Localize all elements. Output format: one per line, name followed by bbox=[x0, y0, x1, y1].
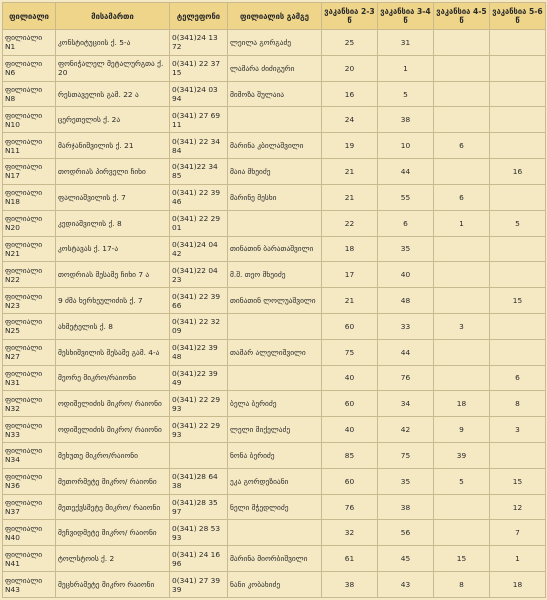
vacancy-2-3-cell: 61 bbox=[322, 546, 378, 572]
phone-cell: 0(341) 27 39 39 bbox=[170, 572, 228, 598]
vacancy-4-5-cell: 6 bbox=[434, 133, 490, 159]
vacancy-4-5-cell bbox=[434, 81, 490, 107]
branch-cell: ფილიალი N31 bbox=[3, 365, 56, 391]
address-cell: კონსტიტუციის ქ. 5-ა bbox=[56, 30, 170, 56]
phone-cell: 0(341)24 13 72 bbox=[170, 30, 228, 56]
manager-cell bbox=[228, 520, 322, 546]
table-row bbox=[3, 520, 546, 546]
vacancy-2-3-cell: 21 bbox=[322, 184, 378, 210]
table-row bbox=[3, 468, 546, 494]
phone-cell: 0(341) 22 39 46 bbox=[170, 184, 228, 210]
vacancy-2-3-cell: 21 bbox=[322, 159, 378, 185]
branch-cell: ფილიალი N1 bbox=[3, 30, 56, 56]
header-row bbox=[3, 3, 546, 30]
vacancy-2-3-cell: 38 bbox=[322, 572, 378, 598]
vacancy-5-6-cell bbox=[490, 313, 546, 339]
vacancy-5-6-cell: 18 bbox=[490, 572, 546, 598]
address-cell: მეცხრამეტე მიკრო რაიონი bbox=[56, 572, 170, 598]
vacancy-5-6-cell: 6 bbox=[490, 365, 546, 391]
vacancy-3-4-cell: 31 bbox=[378, 30, 434, 56]
vacancy-2-3-cell: 25 bbox=[322, 30, 378, 56]
header-address: მისამართი bbox=[56, 3, 170, 30]
vacancy-4-5-cell: 1 bbox=[434, 210, 490, 236]
address-cell: ახმეტელის ქ. 8 bbox=[56, 313, 170, 339]
address-cell: მეჩვიდმეტე მიკრო/ რაიონი bbox=[56, 520, 170, 546]
address-cell: თოდრიას პირველი ჩიხი bbox=[56, 159, 170, 185]
branch-cell: ფილიალი N43 bbox=[3, 572, 56, 598]
vacancy-4-5-cell bbox=[434, 107, 490, 133]
vacancy-2-3-cell: 40 bbox=[322, 417, 378, 443]
address-cell: მარჯანიშვილის ქ. 21 bbox=[56, 133, 170, 159]
vacancy-2-3-cell: 20 bbox=[322, 55, 378, 81]
table-row bbox=[3, 391, 546, 417]
table-row bbox=[3, 159, 546, 185]
header-vacancy-5-6: ვაკანსია 5-6 წ bbox=[490, 3, 546, 30]
table-row bbox=[3, 443, 546, 469]
table-row bbox=[3, 81, 546, 107]
vacancy-5-6-cell bbox=[490, 262, 546, 288]
branch-cell: ფილიალი N10 bbox=[3, 107, 56, 133]
phone-cell: 0(341)22 39 48 bbox=[170, 339, 228, 365]
phone-cell: 0(341) 22 29 93 bbox=[170, 391, 228, 417]
vacancy-5-6-cell: 7 bbox=[490, 520, 546, 546]
table-row bbox=[3, 184, 546, 210]
address-cell: მეორე მიკრო/რაიონი bbox=[56, 365, 170, 391]
branch-cell: ფილიალი N27 bbox=[3, 339, 56, 365]
manager-cell: ნელი მჭედლიძე bbox=[228, 494, 322, 520]
address-cell: მეთორმეტე მიკრო/ რაიონი bbox=[56, 468, 170, 494]
manager-cell: ბელა ბერიძე bbox=[228, 391, 322, 417]
vacancy-3-4-cell: 38 bbox=[378, 107, 434, 133]
manager-cell: მ.შ. თეო მხეიძე bbox=[228, 262, 322, 288]
vacancy-3-4-cell: 76 bbox=[378, 365, 434, 391]
branch-cell: ფილიალი N17 bbox=[3, 159, 56, 185]
phone-cell: 0(341) 22 37 15 bbox=[170, 55, 228, 81]
vacancy-2-3-cell: 32 bbox=[322, 520, 378, 546]
manager-cell: მიმოზა შულაია bbox=[228, 81, 322, 107]
branch-cell: ფილიალი N18 bbox=[3, 184, 56, 210]
phone-cell: 0(341) 22 29 93 bbox=[170, 417, 228, 443]
header-vacancy-4-5: ვაკანსია 4-5 წ bbox=[434, 3, 490, 30]
vacancy-5-6-cell: 5 bbox=[490, 210, 546, 236]
vacancy-3-4-cell: 43 bbox=[378, 572, 434, 598]
manager-cell: თამარ ალელიშვილი bbox=[228, 339, 322, 365]
table-row bbox=[3, 262, 546, 288]
table-row bbox=[3, 365, 546, 391]
vacancy-4-5-cell bbox=[434, 159, 490, 185]
address-cell: მეთექვსმეტე მიკრო/ რაიონი bbox=[56, 494, 170, 520]
table-body bbox=[3, 30, 546, 598]
vacancy-4-5-cell bbox=[434, 365, 490, 391]
branch-cell: ფილიალი N21 bbox=[3, 236, 56, 262]
vacancy-4-5-cell bbox=[434, 262, 490, 288]
phone-cell: 0(341) 22 32 09 bbox=[170, 313, 228, 339]
branch-cell: ფილიალი N22 bbox=[3, 262, 56, 288]
vacancy-4-5-cell bbox=[434, 30, 490, 56]
vacancy-5-6-cell bbox=[490, 133, 546, 159]
phone-cell: 0(341)28 35 97 bbox=[170, 494, 228, 520]
vacancy-4-5-cell: 3 bbox=[434, 313, 490, 339]
vacancy-4-5-cell bbox=[434, 288, 490, 314]
header-branch: ფილიალი bbox=[3, 3, 56, 30]
address-cell: კედიაშვილის ქ. 8 bbox=[56, 210, 170, 236]
vacancy-3-4-cell: 10 bbox=[378, 133, 434, 159]
vacancy-3-4-cell: 5 bbox=[378, 81, 434, 107]
phone-cell: 0(341)22 04 23 bbox=[170, 262, 228, 288]
vacancy-3-4-cell: 40 bbox=[378, 262, 434, 288]
address-cell: ფალიაშვილის ქ. 7 bbox=[56, 184, 170, 210]
table-row bbox=[3, 30, 546, 56]
vacancy-5-6-cell: 16 bbox=[490, 159, 546, 185]
vacancy-3-4-cell: 55 bbox=[378, 184, 434, 210]
vacancy-2-3-cell: 60 bbox=[322, 468, 378, 494]
vacancy-4-5-cell: 9 bbox=[434, 417, 490, 443]
table-row bbox=[3, 546, 546, 572]
vacancy-3-4-cell: 38 bbox=[378, 494, 434, 520]
vacancy-2-3-cell: 24 bbox=[322, 107, 378, 133]
vacancy-4-5-cell: 8 bbox=[434, 572, 490, 598]
manager-cell: ნანი კობახიძე bbox=[228, 572, 322, 598]
branch-cell: ფილიალი N11 bbox=[3, 133, 56, 159]
table-row bbox=[3, 313, 546, 339]
address-cell: ფონიჭალელ მეტალურგთა ქ. 20 bbox=[56, 55, 170, 81]
phone-cell: 0(341) 24 16 96 bbox=[170, 546, 228, 572]
vacancy-3-4-cell: 42 bbox=[378, 417, 434, 443]
branch-cell: ფილიალი N33 bbox=[3, 417, 56, 443]
vacancy-3-4-cell: 45 bbox=[378, 546, 434, 572]
vacancy-5-6-cell bbox=[490, 184, 546, 210]
vacancy-2-3-cell: 19 bbox=[322, 133, 378, 159]
address-cell: ოდიშელიძის მიკრო/ რაიონი bbox=[56, 417, 170, 443]
vacancy-2-3-cell: 17 bbox=[322, 262, 378, 288]
branch-cell: ფილიალი N6 bbox=[3, 55, 56, 81]
vacancy-4-5-cell: 6 bbox=[434, 184, 490, 210]
phone-cell: 0(341)24 04 42 bbox=[170, 236, 228, 262]
vacancy-4-5-cell bbox=[434, 236, 490, 262]
vacancy-5-6-cell bbox=[490, 81, 546, 107]
vacancy-5-6-cell bbox=[490, 30, 546, 56]
branch-cell: ფილიალი N8 bbox=[3, 81, 56, 107]
vacancy-5-6-cell bbox=[490, 236, 546, 262]
manager-cell: ნონა ბერიძე bbox=[228, 443, 322, 469]
vacancy-3-4-cell: 56 bbox=[378, 520, 434, 546]
phone-cell: 0(341)24 03 94 bbox=[170, 81, 228, 107]
vacancy-3-4-cell: 75 bbox=[378, 443, 434, 469]
phone-cell: 0(341) 27 69 11 bbox=[170, 107, 228, 133]
vacancy-3-4-cell: 35 bbox=[378, 236, 434, 262]
manager-cell: ეკა გორდეზიანი bbox=[228, 468, 322, 494]
vacancy-4-5-cell bbox=[434, 339, 490, 365]
table-row bbox=[3, 210, 546, 236]
vacancy-5-6-cell bbox=[490, 107, 546, 133]
address-cell: ცერეთელის ქ. 2ა bbox=[56, 107, 170, 133]
vacancy-3-4-cell: 44 bbox=[378, 339, 434, 365]
vacancy-2-3-cell: 21 bbox=[322, 288, 378, 314]
branch-cell: ფილიალი N20 bbox=[3, 210, 56, 236]
manager-cell: მარინა მიორბიშვილი bbox=[228, 546, 322, 572]
vacancy-4-5-cell: 39 bbox=[434, 443, 490, 469]
vacancy-3-4-cell: 6 bbox=[378, 210, 434, 236]
table-row bbox=[3, 236, 546, 262]
phone-cell: 0(341) 28 53 93 bbox=[170, 520, 228, 546]
address-cell: კოსტავას ქ. 17-ა bbox=[56, 236, 170, 262]
table-row bbox=[3, 417, 546, 443]
branch-cell: ფილიალი N40 bbox=[3, 520, 56, 546]
branch-cell: ფილიალი N34 bbox=[3, 443, 56, 469]
vacancy-5-6-cell: 3 bbox=[490, 417, 546, 443]
table-row bbox=[3, 339, 546, 365]
phone-cell: 0(341) 22 39 66 bbox=[170, 288, 228, 314]
vacancy-5-6-cell: 1 bbox=[490, 546, 546, 572]
phone-cell: 0(341) 22 29 01 bbox=[170, 210, 228, 236]
branch-cell: ფილიალი N41 bbox=[3, 546, 56, 572]
vacancy-5-6-cell: 15 bbox=[490, 468, 546, 494]
vacancy-5-6-cell: 15 bbox=[490, 288, 546, 314]
manager-cell: ლამარა ძიძიგური bbox=[228, 55, 322, 81]
phone-cell: 0(341) 22 34 84 bbox=[170, 133, 228, 159]
vacancy-2-3-cell: 76 bbox=[322, 494, 378, 520]
header-vacancy-3-4: ვაკანსია 3-4 წ bbox=[378, 3, 434, 30]
address-cell: ოდიშელიძის მიკრო/ რაიონი bbox=[56, 391, 170, 417]
vacancy-4-5-cell bbox=[434, 520, 490, 546]
kindergarten-table bbox=[2, 2, 546, 598]
manager-cell bbox=[228, 313, 322, 339]
vacancy-3-4-cell: 34 bbox=[378, 391, 434, 417]
manager-cell: მარინე მესხი bbox=[228, 184, 322, 210]
vacancy-2-3-cell: 40 bbox=[322, 365, 378, 391]
phone-cell bbox=[170, 443, 228, 469]
vacancy-2-3-cell: 16 bbox=[322, 81, 378, 107]
table-row bbox=[3, 107, 546, 133]
header-phone: ტელეფონი bbox=[170, 3, 228, 30]
branch-cell: ფილიალი N36 bbox=[3, 468, 56, 494]
vacancy-2-3-cell: 75 bbox=[322, 339, 378, 365]
table-row bbox=[3, 494, 546, 520]
vacancy-5-6-cell bbox=[490, 55, 546, 81]
vacancy-3-4-cell: 33 bbox=[378, 313, 434, 339]
vacancy-4-5-cell bbox=[434, 55, 490, 81]
vacancy-5-6-cell: 8 bbox=[490, 391, 546, 417]
branch-cell: ფილიალი N37 bbox=[3, 494, 56, 520]
address-cell: 9 ძმა ხერხეულიძის ქ. 7 bbox=[56, 288, 170, 314]
phone-cell: 0(341)22 39 49 bbox=[170, 365, 228, 391]
vacancy-4-5-cell: 5 bbox=[434, 468, 490, 494]
branch-cell: ფილიალი N23 bbox=[3, 288, 56, 314]
address-cell: თოდრიას მესამე ჩიხი 7 ა bbox=[56, 262, 170, 288]
vacancy-3-4-cell: 44 bbox=[378, 159, 434, 185]
vacancy-2-3-cell: 60 bbox=[322, 313, 378, 339]
branch-cell: ფილიალი N25 bbox=[3, 313, 56, 339]
manager-cell: თინათინ ლოლუაშვილი bbox=[228, 288, 322, 314]
vacancy-3-4-cell: 1 bbox=[378, 55, 434, 81]
manager-cell: მაია მხეიძე bbox=[228, 159, 322, 185]
vacancy-2-3-cell: 22 bbox=[322, 210, 378, 236]
table-row bbox=[3, 572, 546, 598]
vacancy-3-4-cell: 48 bbox=[378, 288, 434, 314]
table-row bbox=[3, 55, 546, 81]
vacancy-2-3-cell: 18 bbox=[322, 236, 378, 262]
vacancy-2-3-cell: 85 bbox=[322, 443, 378, 469]
branch-cell: ფილიალი N32 bbox=[3, 391, 56, 417]
vacancy-4-5-cell: 18 bbox=[434, 391, 490, 417]
vacancy-5-6-cell bbox=[490, 339, 546, 365]
manager-cell bbox=[228, 107, 322, 133]
vacancy-4-5-cell bbox=[434, 494, 490, 520]
vacancy-3-4-cell: 35 bbox=[378, 468, 434, 494]
address-cell: რესთაველის გამ. 22 ა bbox=[56, 81, 170, 107]
manager-cell bbox=[228, 210, 322, 236]
vacancy-5-6-cell: 12 bbox=[490, 494, 546, 520]
manager-cell: ლელი მიქელაძე bbox=[228, 417, 322, 443]
manager-cell: თინათინ ბარათაშვილი bbox=[228, 236, 322, 262]
address-cell: მეხუთე მიკრო/რაიონი bbox=[56, 443, 170, 469]
manager-cell: მარინა კბილაშვილი bbox=[228, 133, 322, 159]
manager-cell bbox=[228, 365, 322, 391]
header-vacancy-2-3: ვაკანსია 2-3 წ bbox=[322, 3, 378, 30]
address-cell: მესხიშვილის მესამე გამ. 4-ა bbox=[56, 339, 170, 365]
vacancy-5-6-cell bbox=[490, 443, 546, 469]
vacancy-4-5-cell: 15 bbox=[434, 546, 490, 572]
table-row bbox=[3, 288, 546, 314]
phone-cell: 0(341)22 34 85 bbox=[170, 159, 228, 185]
vacancy-2-3-cell: 60 bbox=[322, 391, 378, 417]
manager-cell: ლეილა გორგაძე bbox=[228, 30, 322, 56]
table-row bbox=[3, 133, 546, 159]
header-manager: ფილიალის გამგე bbox=[228, 3, 322, 30]
address-cell: ტოლსტოის ქ. 2 bbox=[56, 546, 170, 572]
phone-cell: 0(341)28 64 38 bbox=[170, 468, 228, 494]
